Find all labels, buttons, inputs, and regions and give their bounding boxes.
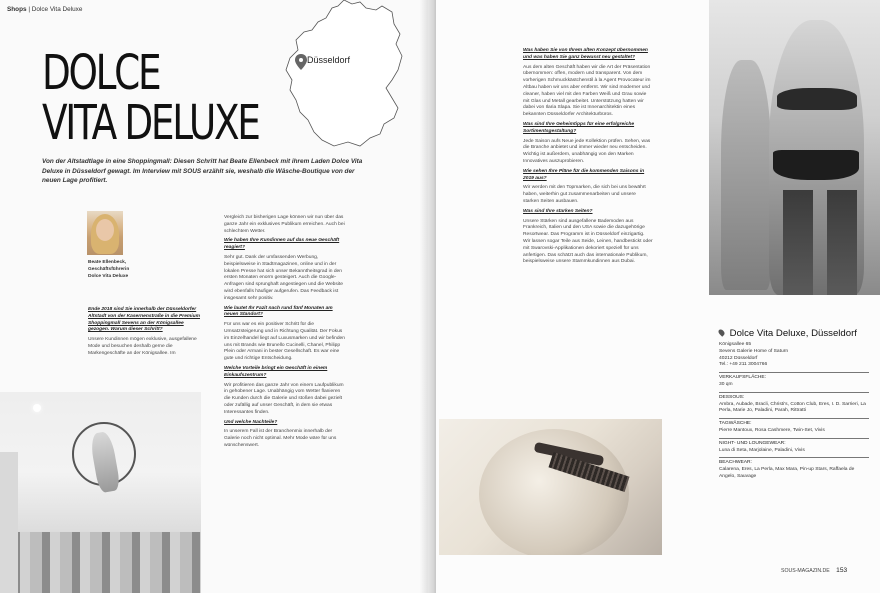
store-gallery: Sevens Galerie Home of Saturn <box>719 348 789 354</box>
info-value: Luna di Seta, Marjolaine, Paladini, Vivis <box>719 447 805 453</box>
answer: In unserem Fall ist der Branchenmix innerhalb der Galerie noch nicht optimal. Mehr Mode wäre für uns wünschenswert. <box>224 429 337 448</box>
text-column-1 <box>88 307 206 361</box>
stocking-left <box>783 190 813 295</box>
text-column-3 <box>523 48 653 269</box>
question: Was sind Ihre Geheimtipps für eine erfolgreiche Sortimentsgestaltung? <box>523 121 635 134</box>
info-value: Pierre Mantoux, Rosa Cashmere, Twin-Set, Vivis <box>719 427 825 433</box>
lingerie-bra <box>777 88 857 110</box>
info-label: VERKAUFSFLÄCHE: <box>719 375 767 381</box>
stocking-right <box>827 190 857 295</box>
question: Was haben Sie von Ihrem alten Konzept übernommen und was haben Sie ganz bewusst neu gestaltet? <box>523 48 648 60</box>
title-line-2: VITA DELUXE <box>42 95 259 151</box>
germany-map <box>282 0 412 150</box>
answer: Vergleich zur bisherigen Lage können wir nun über das ganze Jahr ein exklusives Publikum erreichen. Auch bei schlechtem Wetter. <box>224 215 345 234</box>
rubric-separator: | <box>28 6 32 13</box>
answer: Wir profitieren das ganze Jahr von einem Laufpublikum in gehobener Lage. Unabhängig vom Wetter flanieren die Kunden durch die Galerie und stoßen dabei gezielt oder zufällig auf unser Geschäft, in dem sie etwas Interessantes finden. <box>224 382 344 415</box>
info-section-tagwaesche <box>719 418 869 435</box>
info-label: BEACHWEAR: <box>719 460 752 466</box>
question: Was sind Ihre starken Seiten? <box>523 208 593 214</box>
map-city-label: Düsseldorf <box>307 55 351 65</box>
section-rubric <box>7 6 82 13</box>
portrait-face <box>96 219 114 241</box>
question: Welche Vorteile bringt ein Geschäft in einem Einkaufszentrum? <box>224 365 328 378</box>
info-label: NIGHT- UND LOUNGEWEAR: <box>719 440 786 446</box>
question: Ende 2018 sind Sie innerhalb der Düsseldorfer Altstadt von der Kasernenstraße in die Premium Shoppingmall Sevens an der Königsallee gezogen. Warum dieser Schritt? <box>88 307 200 333</box>
rubric-section: Shops <box>7 6 27 13</box>
title-line-1: DOLCE <box>42 45 160 101</box>
store-interior-photo <box>0 392 201 593</box>
info-section-dessous <box>719 392 869 415</box>
answer: Aus dem alten Geschäft haben wir die Art der Präsentation übernommen: offen, modern und transparent. Von dem vorherigen Schmuckkästchenstil à la Agent Provocateur im Altbau haben wir uns aber entfernt. Wir sind moderner und cleaner, haben viel mit den Farben Weiß und Grau sowie mit Glas und Metall gearbeitet. Unterstützung hatten wir dabei von Ilaria Slapa. Sie ist Innenarchitektin eines bekannten Düsseldorfer Architekturbüros. <box>523 64 651 118</box>
question: Und welche Nachteile? <box>224 419 278 425</box>
left-pillar <box>0 452 18 593</box>
store-city: 40212 Düsseldorf <box>719 355 758 361</box>
info-section-area <box>719 372 869 389</box>
display-rack <box>0 532 201 593</box>
germany-outline <box>286 0 402 146</box>
info-label: DESSOUS: <box>719 394 745 400</box>
page-number: 153 <box>836 567 848 574</box>
infobox-title <box>719 328 857 339</box>
page-folio <box>781 567 847 574</box>
lingerie-detail-photo <box>439 419 662 555</box>
ceiling-light <box>33 404 41 412</box>
map-pin-dot <box>299 58 303 62</box>
store-name: Dolce Vita Deluxe, Düsseldorf <box>729 328 857 339</box>
rubric-subject: Dolce Vita Deluxe <box>31 6 83 13</box>
right-page <box>436 0 880 593</box>
mannequins-photo <box>709 0 880 295</box>
caption-role: Geschäftsführerin <box>88 267 130 272</box>
lingerie-garter <box>773 150 859 180</box>
portrait-caption <box>88 259 148 280</box>
left-page <box>0 0 428 593</box>
info-section-nightwear <box>719 438 869 455</box>
answer: Unsere Stärken sind ausgefallene Bademoden aus Frankreich, Italien und den USA sowie die dazugehörige Resortwear. Das Programm ist in Düsseldorf einzigartig. Wir lassen sogar Teile aus Seide, Leinen, handbestickt oder mit Swarovski-Applikationen dekoriert speziell für uns anfertigen. Das schätzt auch das internationale Publikum, beispielsweise unsere Stammkundinnen aus Dubai. <box>523 218 653 265</box>
info-section-beachwear <box>719 457 869 480</box>
portrait-photo <box>87 211 123 255</box>
info-value: Ambra, Aubade, Bracli, Christi's, Cotton Club, Eres, I. D. Sarrieri, La Perla, Marie Jo, Paladini, Parah, Rittratti <box>719 401 866 414</box>
text-column-2 <box>224 215 348 453</box>
article-lead: Von der Altstadtlage in eine Shoppingmall: Diesen Schritt hat Beate Ellenbeck mit ihrem Laden Dolce Vita Deluxe in Düsseldorf gewagt. Im Interview mit SOUS erzählt sie, weshalb die Wäsche-Boutique von der neuen Lage profitiert. <box>42 158 363 185</box>
store-phone: Tel.: +49 211 3004766 <box>719 362 768 368</box>
answer: Unsere Kundinnen mögen exklusive, ausgefallene Mode und besuchen deshalb gerne die Markengeschäfte an der Königsallee. Im <box>88 337 197 356</box>
answer: Sehr gut. Dank der umfassenden Werbung, beispielsweise in Stadtmagazinen, online und in der lokalen Presse hat sich unser Bekanntheitsgrad in den ersten Monaten enorm gesteigert. Auch die Google-Anfragen sind sprunghaft angestiegen und die Website wird ebenfalls häufiger aufgerufen. Das Feedback ist insgesamt sehr positiv. <box>224 254 343 301</box>
question: Wie haben Ihre Kundinnen auf das neue Geschäft reagiert? <box>224 238 340 251</box>
mannequin-back <box>721 60 771 290</box>
store-street: Königsallee 65 <box>719 342 752 347</box>
info-label: TAGWÄSCHE: <box>719 421 752 427</box>
location-pin-icon <box>717 328 725 336</box>
store-infobox <box>719 342 869 481</box>
answer: Für uns war es ein positiver Schritt für die Umsatzsteigerung und in Richtung Qualität. Der Fokus im Einzelhandel liegt auf Luxusmarken und wir befinden uns mit Brands wie Brunello Cucinelli, Chanel, Philipp Plein oder Armani in bester Gesellschaft. Es war eine gute und richtige Entscheidung. <box>224 322 345 362</box>
answer: Wir werden mit den Topmarken, die sich bei uns bewährt haben, weiterhin gut zusammenarbeiten und unsere starken Seiten ausbauen. <box>523 185 646 204</box>
magazine-website: SOUS-MAGAZIN.DE <box>781 568 830 574</box>
article-title <box>42 45 259 151</box>
question: Wie lautet Ihr Fazit nach rund fünf Monaten am neuen Standort? <box>224 305 333 318</box>
caption-name: Beate Ellenbeck, <box>88 260 127 265</box>
question: Wie sehen Ihre Pläne für die kommenden Saisons in 2019 aus? <box>523 168 645 181</box>
info-value: 30 qm <box>719 381 733 387</box>
info-value: Calarena, Eres, La Perla, Max Mara, Pin-up Stars, Raffaela de Angelo, Sauvage <box>719 467 855 479</box>
answer: Jede Saison aufs Neue jede Kollektion prüfen. Sehen, was die Branche anbietet und immer wieder neu entscheiden. Wichtig ist außerdem, unabhängig von den Marken Innovatives auszuprobieren. <box>523 138 651 164</box>
caption-company: Dolce Vita Deluxe <box>88 274 129 279</box>
